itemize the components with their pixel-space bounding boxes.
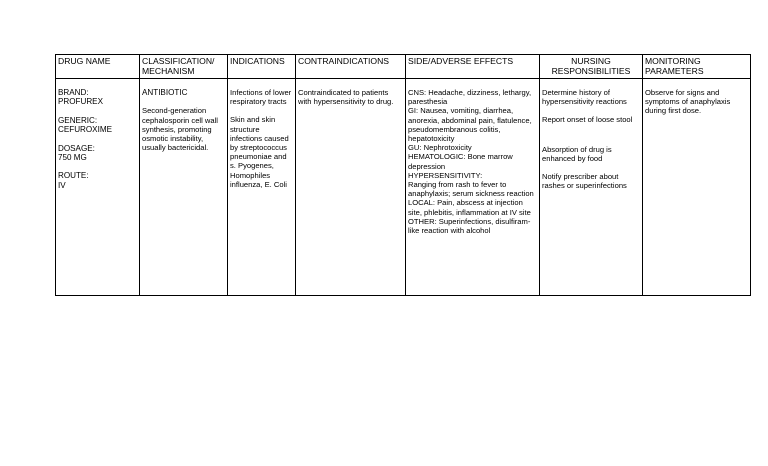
nursing-item-3: Absorption of drug is enhanced by food: [542, 144, 612, 163]
cell-nursing: [540, 79, 643, 296]
dosage-label: DOSAGE:: [58, 143, 95, 153]
cell-contraindications: [296, 79, 406, 296]
route-value: IV: [58, 180, 66, 190]
nursing-item-4: Notify prescriber about rashes or superinfections: [542, 172, 627, 191]
header-nursing: NURSING RESPONSIBILITIES: [540, 55, 643, 79]
generic-label: GENERIC:: [58, 115, 98, 125]
monitoring-text: Observe for signs and symptoms of anaphylaxis during first dose.: [645, 88, 731, 116]
cell-indications: [228, 79, 296, 296]
indication-2: Skin and skin structure infections caused by streptococcus pneumoniae and s. Pyogenes, Homophiles influenza, E. Coli: [230, 115, 289, 189]
header-classification: CLASSIFICATION/ MECHANISM: [140, 55, 228, 79]
drug-row: [56, 79, 751, 296]
header-row: [56, 55, 751, 79]
header-contraindications: CONTRAINDICATIONS: [296, 55, 406, 79]
route-label: ROUTE:: [58, 171, 89, 181]
header-drug-name: DRUG NAME: [56, 55, 140, 79]
dosage-value: 750 MG: [58, 153, 87, 163]
nursing-item-1: Determine history of hypersensitivity reactions: [542, 88, 627, 107]
side-effect-hypersensitivity: Ranging from rash to fever to anaphylaxis; serum sickness reaction: [408, 180, 534, 199]
cell-monitoring: [643, 79, 751, 296]
header-monitoring: MONITORING PARAMETERS: [643, 55, 751, 79]
side-effect-hematologic: HEMATOLOGIC: Bone marrow depression: [408, 152, 513, 171]
side-effect-local: LOCAL: Pain, abscess at injection site, phlebitis, inflammation at IV site: [408, 198, 531, 217]
brand-value: PROFUREX: [58, 97, 103, 107]
indication-1: Infections of lower respiratory tracts: [230, 88, 292, 107]
cell-classification: [140, 79, 228, 296]
contraindication-text: Contraindicated to patients with hypersensitivity to drug.: [298, 88, 394, 107]
side-effect-hypersensitivity-label: HYPERSENSITIVITY:: [408, 170, 483, 180]
generic-value: CEFUROXIME: [58, 125, 112, 135]
side-effect-gi: GI: Nausea, vomiting, diarrhea, anorexia, abdominal pain, flatulence, pseudomembranous colitis, hepatotoxicity: [408, 106, 532, 144]
mechanism-text: Second-generation cephalosporin cell wall synthesis, promoting osmotic instability, usually bactericidal.: [142, 106, 218, 153]
side-effect-gu: GU: Nephrotoxicity: [408, 143, 472, 153]
header-side-effects: SIDE/ADVERSE EFFECTS: [406, 55, 540, 79]
cell-side-effects: [406, 79, 540, 296]
brand-label: BRAND:: [58, 88, 89, 97]
side-effect-cns: CNS: Headache, dizziness, lethargy, paresthesia: [408, 88, 532, 107]
side-effect-other: OTHER: Superinfections, disulfiram-like reaction with alcohol: [408, 216, 531, 236]
drug-class: ANTIBIOTIC: [142, 88, 188, 97]
header-indications: INDICATIONS: [228, 55, 296, 79]
drug-study-table: [55, 54, 751, 296]
cell-drug-name: [56, 79, 140, 296]
nursing-item-2: Report onset of loose stool: [542, 115, 633, 125]
